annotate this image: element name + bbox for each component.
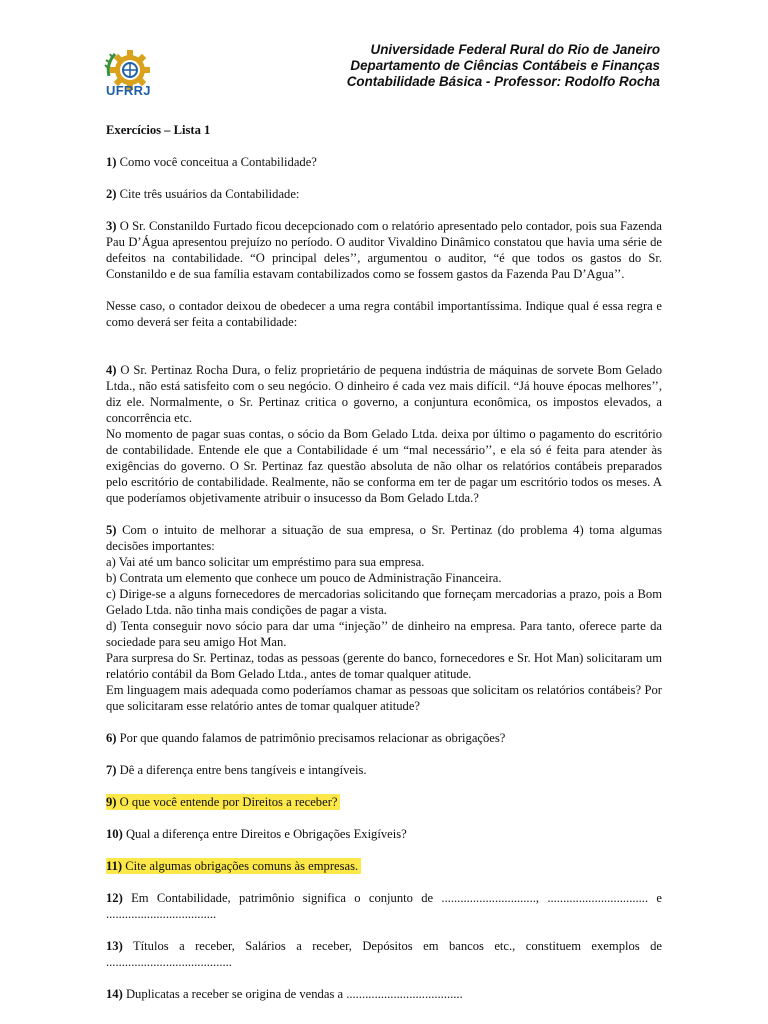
question-5-item-b: b) Contrata um elemento que conhece um pouco de Administração Financeira. [106, 571, 502, 585]
page-title: Exercícios – Lista 1 [106, 123, 211, 137]
question-5-item-a: a) Vai até um banco solicitar um empréstimo para sua empresa. [106, 555, 425, 569]
question-2: 2) Cite três usuários da Contabilidade: [106, 187, 300, 201]
question-1: 1) Como você conceitua a Contabilidade? [106, 155, 317, 169]
question-5-item-d: d) Tenta conseguir novo sócio para dar uma “injeção’’ de dinheiro na empresa. Para tanto, oferece parte da sociedade para seu amigo Hot Man. [106, 619, 662, 649]
question-10: 10) Qual a diferença entre Direitos e Obrigações Exigíveis? [106, 827, 407, 841]
question-14: 14) Duplicatas a receber se origina de vendas a ..................................... [106, 987, 463, 1001]
course-name: Contabilidade Básica - Professor: Rodolfo Rocha [346, 74, 660, 89]
question-4-followup: No momento de pagar suas contas, o sócio da Bom Gelado Ltda. deixa por último o pagamento do escritório de contabilidade. Entende ele que a Contabilidade é um “mal necessário’’, e ela só é feita para atender às exigências do governo. O Sr. Pertinaz faz questão absoluta de não olhar os relatórios contábeis preparados pelo escritório de contabilidade. Realmente, não se conforma em ter de pagar um escritório todos os meses. A que poderíamos objetivamente atribuir o insucesso da Bom Gelado Ltda.? [106, 427, 662, 505]
question-5-followup: Para surpresa do Sr. Pertinaz, todas as pessoas (gerente do banco, fornecedores e Sr. Hot Man) solicitaram um relatório contábil da Bom Gelado Ltda., antes de tomar qualquer atitude. [106, 651, 662, 681]
question-5-item-c: c) Dirige-se a alguns fornecedores de mercadorias solicitando que forneçam mercadorias a prazo, pois a Bom Gelado Ltda. não tinha mais condições de pagar a vista. [106, 587, 662, 617]
question-4: 4) O Sr. Pertinaz Rocha Dura, o feliz proprietário de pequena indústria de máquinas de sorvete Bom Gelado Ltda., não está satisfeito com o seu negócio. O dinheiro é cada vez mais difícil. “Já houve épocas melhores’’, diz ele. Normalmente, o Sr. Pertinaz critica o governo, a conjuntura econômica, os impostos elevados, a concorrência etc. [106, 363, 662, 425]
question-7: 7) Dê a diferença entre bens tangíveis e intangíveis. [106, 763, 367, 777]
department-name: Departamento de Ciências Contábeis e Finanças [350, 58, 660, 73]
question-6: 6) Por que quando falamos de patrimônio precisamos relacionar as obrigações? [106, 731, 506, 745]
question-3-followup: Nesse caso, o contador deixou de obedecer a uma regra contábil importantíssima. Indique qual é essa regra e como deverá ser feita a contabilidade: [106, 299, 662, 329]
document-header [347, 42, 660, 90]
question-3: 3) O Sr. Constanildo Furtado ficou decepcionado com o relatório apresentado pelo contador, pois sua Fazenda Pau D’Água apresentou prejuízo no período. O auditor Vivaldino Dinâmico constatou que havia uma série de defeitos na contabilidade. “O principal deles’’, argumentou o auditor, “é que todos os gastos do Sr. Constanildo e de sua família estavam contabilizados como se fossem gastos da Fazenda Pau D’Agua’’. [106, 219, 662, 281]
document-body [106, 122, 662, 1018]
logo-text: UFRRJ [106, 83, 151, 98]
question-13: 13) Títulos a receber, Salários a receber, Depósitos em bancos etc., constituem exemplos de ........................................ [106, 939, 662, 969]
question-5-final: Em linguagem mais adequada como poderíamos chamar as pessoas que solicitam os relatórios contábeis? Por que solicitaram esse relatório antes de tomar qualquer atitude? [106, 683, 662, 713]
question-5: 5) Com o intuito de melhorar a situação de sua empresa, o Sr. Pertinaz (do problema 4) toma algumas decisões importantes: [106, 523, 662, 553]
question-12: 12) Em Contabilidade, patrimônio significa o conjunto de .............................., ................................ e ................................... [106, 891, 662, 921]
question-9: 9) O que você entende por Direitos a receber? [106, 794, 662, 810]
university-name: Universidade Federal Rural do Rio de Janeiro [370, 42, 660, 57]
question-11: 11) Cite algumas obrigações comuns às empresas. [106, 858, 662, 874]
